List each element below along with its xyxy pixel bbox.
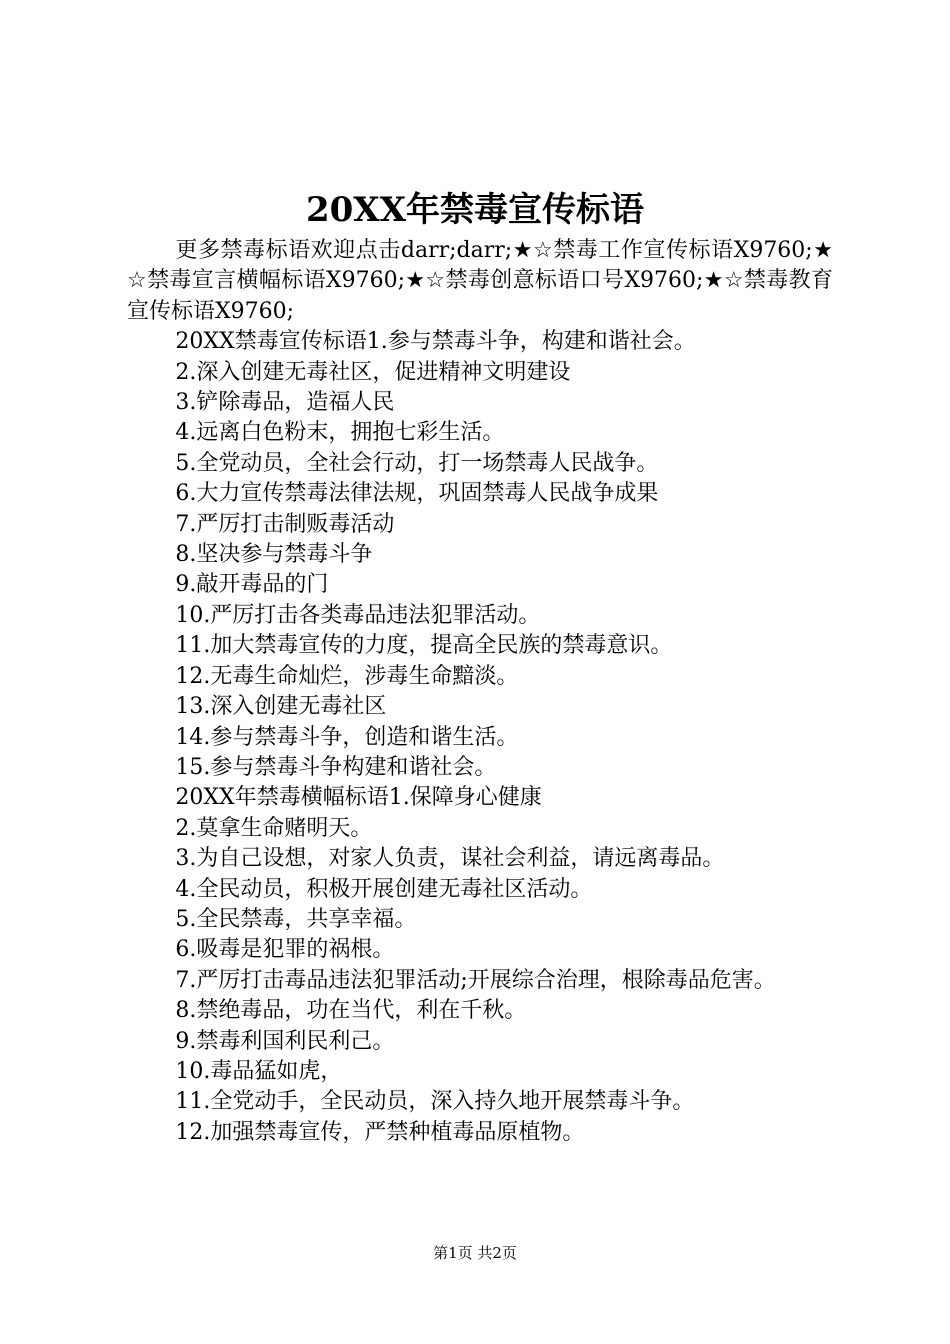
slogan-line: 7.严厉打击毒品违法犯罪活动;开展综合治理，根除毒品危害。: [175, 967, 776, 993]
page-title: 20XX年禁毒宣传标语: [305, 190, 645, 230]
slogan-line: 12.无毒生命灿烂，涉毒生命黯淡。: [175, 663, 519, 689]
slogan-line: 14.参与禁毒斗争，创造和谐生活。: [175, 724, 519, 750]
slogan-line: 10.毒品猛如虎，: [175, 1058, 343, 1084]
page-footer: 第1页 共2页: [433, 1244, 517, 1262]
slogan-line: 6.吸毒是犯罪的祸根。: [175, 937, 395, 963]
slogan-line: 7.严厉打击制贩毒活动: [175, 511, 395, 537]
document-body: [127, 236, 833, 1148]
slogan-line: 13.深入创建无毒社区: [175, 694, 387, 720]
slogan-line: 2.深入创建无毒社区，促进精神文明建设: [175, 359, 571, 385]
slogan-line: 3.铲除毒品，造福人民: [175, 390, 395, 416]
slogan-line: 4.全民动员，积极开展创建无毒社区活动。: [175, 876, 593, 902]
slogan-line: 10.严厉打击各类毒品违法犯罪活动。: [175, 602, 541, 628]
slogan-line: 3.为自己设想，对家人负责，谋社会利益，请远离毒品。: [175, 846, 725, 872]
slogan-line: 20XX年禁毒横幅标语1.保障身心健康: [175, 785, 542, 811]
slogan-line: 20XX禁毒宣传标语1.参与禁毒斗争，构建和谐社会。: [175, 329, 696, 355]
slogan-line: 12.加强禁毒宣传，严禁种植毒品原植物。: [175, 1119, 585, 1145]
slogan-line: 11.加大禁毒宣传的力度，提高全民族的禁毒意识。: [175, 633, 673, 659]
slogan-line: 2.莫拿生命赌明天。: [175, 815, 373, 841]
slogan-list: [127, 327, 833, 1148]
slogan-line: 5.全民禁毒，共享幸福。: [175, 906, 417, 932]
slogan-line: 6.大力宣传禁毒法律法规，巩固禁毒人民战争成果: [175, 481, 659, 507]
slogan-line: 5.全党动员，全社会行动，打一场禁毒人民战争。: [175, 450, 659, 476]
slogan-line: 11.全党动手，全民动员，深入持久地开展禁毒斗争。: [175, 1089, 695, 1115]
slogan-line: 15.参与禁毒斗争构建和谐社会。: [175, 754, 497, 780]
slogan-line: 9.禁毒利国利民利己。: [175, 1028, 395, 1054]
slogan-line: 9.敲开毒品的门: [175, 572, 329, 598]
slogan-line: 4.远离白色粉末，拥抱七彩生活。: [175, 420, 505, 446]
slogan-line: 8.坚决参与禁毒斗争: [175, 542, 373, 568]
slogan-line: 8.禁绝毒品，功在当代，利在千秋。: [175, 998, 527, 1024]
intro-paragraph: 更多禁毒标语欢迎点击darr;darr;★☆禁毒工作宣传标语X9760;★☆禁毒宣言横幅标语X9760;★☆禁毒创意标语口号X9760;★☆禁毒教育宣传标语X9760;: [127, 238, 833, 324]
